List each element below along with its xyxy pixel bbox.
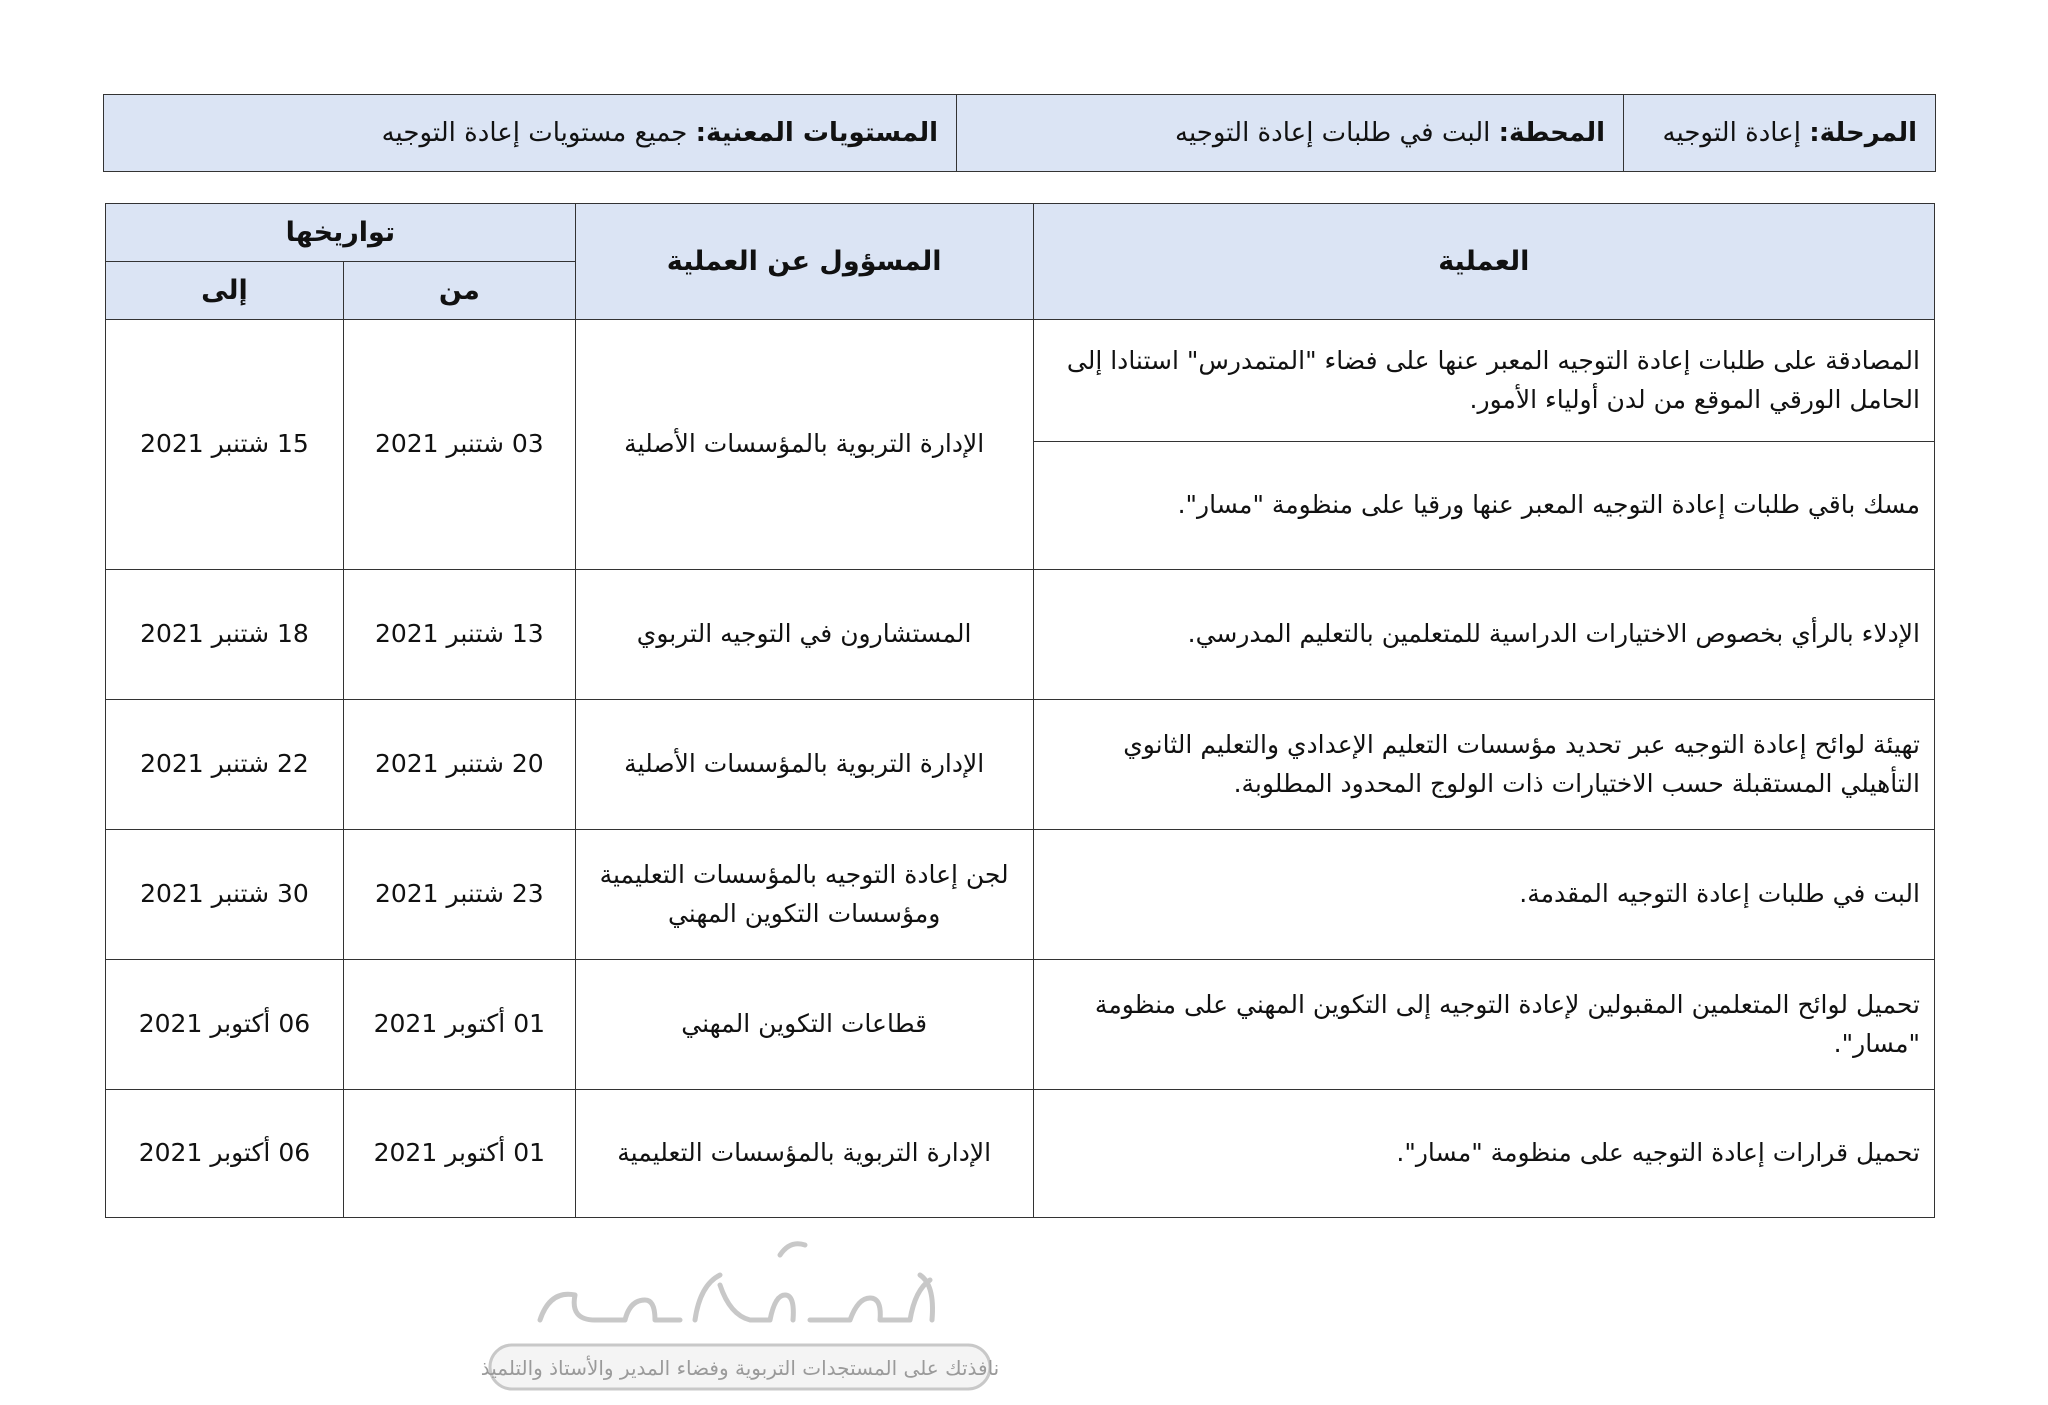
date-to-cell: 22 شتنبر 2021 (106, 700, 344, 830)
responsible-cell: الإدارة التربوية بالمؤسسات الأصلية (575, 700, 1033, 830)
date-to-cell: 06 أكتوبر 2021 (106, 1090, 344, 1218)
table-row (106, 830, 1935, 960)
station-value: البت في طلبات إعادة التوجيه (1175, 118, 1491, 148)
date-from-cell: 01 أكتوبر 2021 (343, 960, 575, 1090)
responsible-cell: المستشارون في التوجيه التربوي (575, 570, 1033, 700)
operation-cell: تهيئة لوائح إعادة التوجيه عبر تحديد مؤسسات التعليم الإعدادي والتعليم الثانوي التأهيلي المستقبلة حسب الاختيارات ذات الولوج المحدود المطلوبة. (1033, 700, 1934, 830)
table-row (106, 700, 1935, 830)
operation-cell: مسك باقي طلبات إعادة التوجيه المعبر عنها ورقيا على منظومة "مسار". (1033, 442, 1934, 570)
header-dates: تواريخها (106, 204, 576, 262)
operation-cell: تحميل لوائح المتعلمين المقبولين لإعادة التوجيه إلى التكوين المهني على منظومة "مسار". (1033, 960, 1934, 1090)
date-from-cell: 20 شتنبر 2021 (343, 700, 575, 830)
station-cell (957, 95, 1624, 172)
responsible-cell: الإدارة التربوية بالمؤسسات الأصلية (575, 320, 1033, 570)
responsible-cell: لجن إعادة التوجيه بالمؤسسات التعليمية ومؤسسات التكوين المهني (575, 830, 1033, 960)
operation-cell: المصادقة على طلبات إعادة التوجيه المعبر عنها على فضاء "المتمدرس" استنادا إلى الحامل الورقي الموقع من لدن أولياء الأمور. (1033, 320, 1934, 442)
operation-cell: تحميل قرارات إعادة التوجيه على منظومة "مسار". (1033, 1090, 1934, 1218)
date-from-cell: 23 شتنبر 2021 (343, 830, 575, 960)
stage-cell (1624, 95, 1936, 172)
responsible-cell: قطاعات التكوين المهني (575, 960, 1033, 1090)
header-table (103, 94, 1936, 172)
header-to: إلى (106, 262, 344, 320)
date-from-cell: 01 أكتوبر 2021 (343, 1090, 575, 1218)
table-row (106, 570, 1935, 700)
header-responsible: المسؤول عن العملية (575, 204, 1033, 320)
responsible-cell: الإدارة التربوية بالمؤسسات التعليمية (575, 1090, 1033, 1218)
levels-cell (104, 95, 957, 172)
watermark-tagline: نافذتك على المستجدات التربوية وفضاء المدير والأستاذ والتلميذ (480, 1356, 1000, 1380)
operation-cell: الإدلاء بالرأي بخصوص الاختيارات الدراسية للمتعلمين بالتعليم المدرسي. (1033, 570, 1934, 700)
table-row (106, 960, 1935, 1090)
levels-label: المستويات المعنية: (695, 118, 938, 148)
date-from-cell: 03 شتنبر 2021 (343, 320, 575, 570)
table-row (106, 1090, 1935, 1218)
station-label: المحطة: (1498, 118, 1605, 148)
operation-cell: البت في طلبات إعادة التوجيه المقدمة. (1033, 830, 1934, 960)
date-to-cell: 06 أكتوبر 2021 (106, 960, 344, 1090)
date-to-cell: 30 شتنبر 2021 (106, 830, 344, 960)
levels-value: جميع مستويات إعادة التوجيه (381, 118, 688, 148)
date-to-cell: 18 شتنبر 2021 (106, 570, 344, 700)
table-row (106, 320, 1935, 442)
header-operation: العملية (1033, 204, 1934, 320)
date-to-cell: 15 شتنبر 2021 (106, 320, 344, 570)
schedule-table (105, 203, 1935, 1218)
date-from-cell: 13 شتنبر 2021 (343, 570, 575, 700)
stage-value: إعادة التوجيه (1662, 118, 1801, 148)
watermark-logo (480, 1225, 1000, 1405)
header-from: من (343, 262, 575, 320)
stage-label: المرحلة: (1809, 118, 1917, 148)
